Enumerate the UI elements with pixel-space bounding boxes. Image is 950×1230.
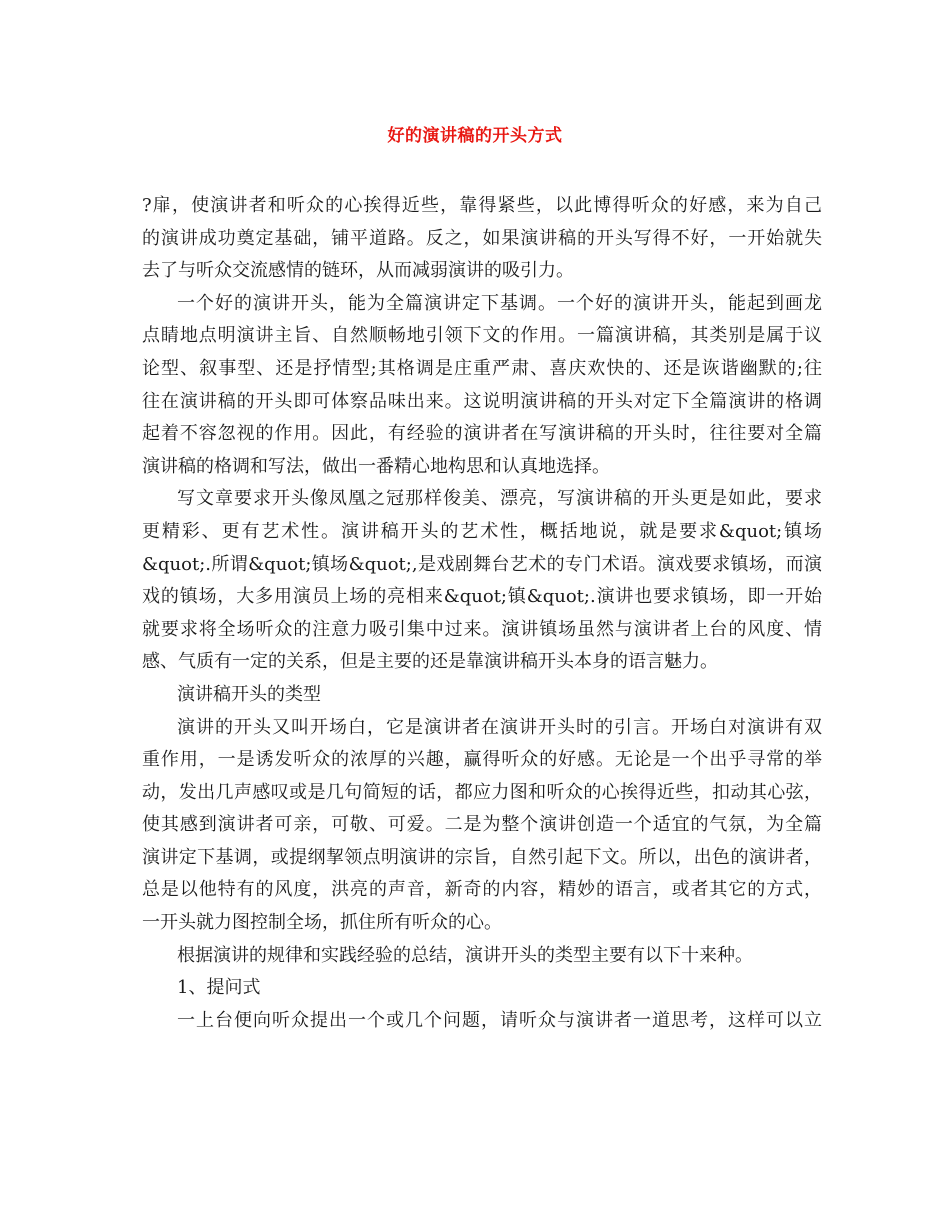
body-line: 写文章要求开头像凤凰之冠那样俊美、漂亮，写演讲稿的开头更是如此，要求: [177, 488, 822, 510]
body-line: 演讲稿开头的类型: [177, 683, 321, 705]
body-line: 重作用，一是诱发听众的浓厚的兴趣，赢得听众的好感。无论是一个出乎寻常的举: [142, 749, 822, 771]
body-line: 的演讲成功奠定基础，铺平道路。反之，如果演讲稿的开头写得不好，一开始就失: [142, 227, 822, 249]
body-line: 一开头就力图控制全场，抓住所有听众的心。: [142, 912, 502, 934]
body-line: 论型、叙事型、还是抒情型;其格调是庄重严肃、喜庆欢快的、还是诙谐幽默的;往: [142, 357, 822, 379]
document-title: 好的演讲稿的开头方式: [387, 126, 563, 146]
body-line: ?扉，使演讲者和听众的心挨得近些，靠得紧些，以此博得听众的好感，来为自己: [142, 195, 822, 216]
body-line: 就要求将全场听众的注意力吸引集中过来。演讲镇场虽然与演讲者上台的风度、情: [142, 618, 822, 640]
body-line: 起着不容忽视的作用。因此，有经验的演讲者在写演讲稿的开头时，往往要对全篇: [142, 423, 822, 445]
body-line: 总是以他特有的风度，洪亮的声音，新奇的内容，精妙的语言，或者其它的方式，: [142, 879, 822, 901]
body-line: 戏的镇场，大多用演员上场的亮相来&quot;镇&quot;.演讲也要求镇场，即一开始: [142, 586, 822, 608]
body-line: 根据演讲的规律和实践经验的总结，演讲开头的类型主要有以下十来种。: [177, 944, 753, 966]
body-line: 使其感到演讲者可亲，可敬、可爱。二是为整个演讲创造一个适宜的气氛，为全篇: [142, 814, 822, 836]
body-line: 演讲的开头又叫开场白，它是演讲者在演讲开头时的引言。开场白对演讲有双: [177, 716, 822, 738]
body-line: 一上台便向听众提出一个或几个问题，请听众与演讲者一道思考，这样可以立: [177, 1009, 822, 1031]
body-line: 感、气质有一定的关系，但是主要的还是靠演讲稿开头本身的语言魅力。: [142, 651, 718, 673]
body-line: 1、提问式: [177, 977, 261, 999]
body-line: 往在演讲稿的开头即可体察品味出来。这说明演讲稿的开头对定下全篇演讲的格调: [142, 390, 822, 412]
body-line: 演讲稿的格调和写法，做出一番精心地构思和认真地选择。: [142, 455, 610, 477]
body-line: 更精彩、更有艺术性。演讲稿开头的艺术性，概括地说，就是要求&quot;镇场: [142, 520, 822, 542]
body-line: 去了与听众交流感情的链环，从而减弱演讲的吸引力。: [142, 260, 574, 282]
document-body: [142, 190, 822, 1037]
body-line: 一个好的演讲开头，能为全篇演讲定下基调。一个好的演讲开头，能起到画龙: [177, 292, 822, 314]
body-line: &quot;.所谓&quot;镇场&quot;,是戏剧舞台艺术的专门术语。演戏要求镇场，而演: [142, 553, 822, 575]
body-line: 点睛地点明演讲主旨、自然顺畅地引领下文的作用。一篇演讲稿，其类别是属于议: [142, 325, 822, 347]
body-line: 动，发出几声感叹或是几句简短的话，都应力图和听众的心挨得近些，扣动其心弦，: [142, 781, 822, 803]
body-line: 演讲定下基调，或提纲挈领点明演讲的宗旨，自然引起下文。所以，出色的演讲者，: [142, 846, 822, 868]
